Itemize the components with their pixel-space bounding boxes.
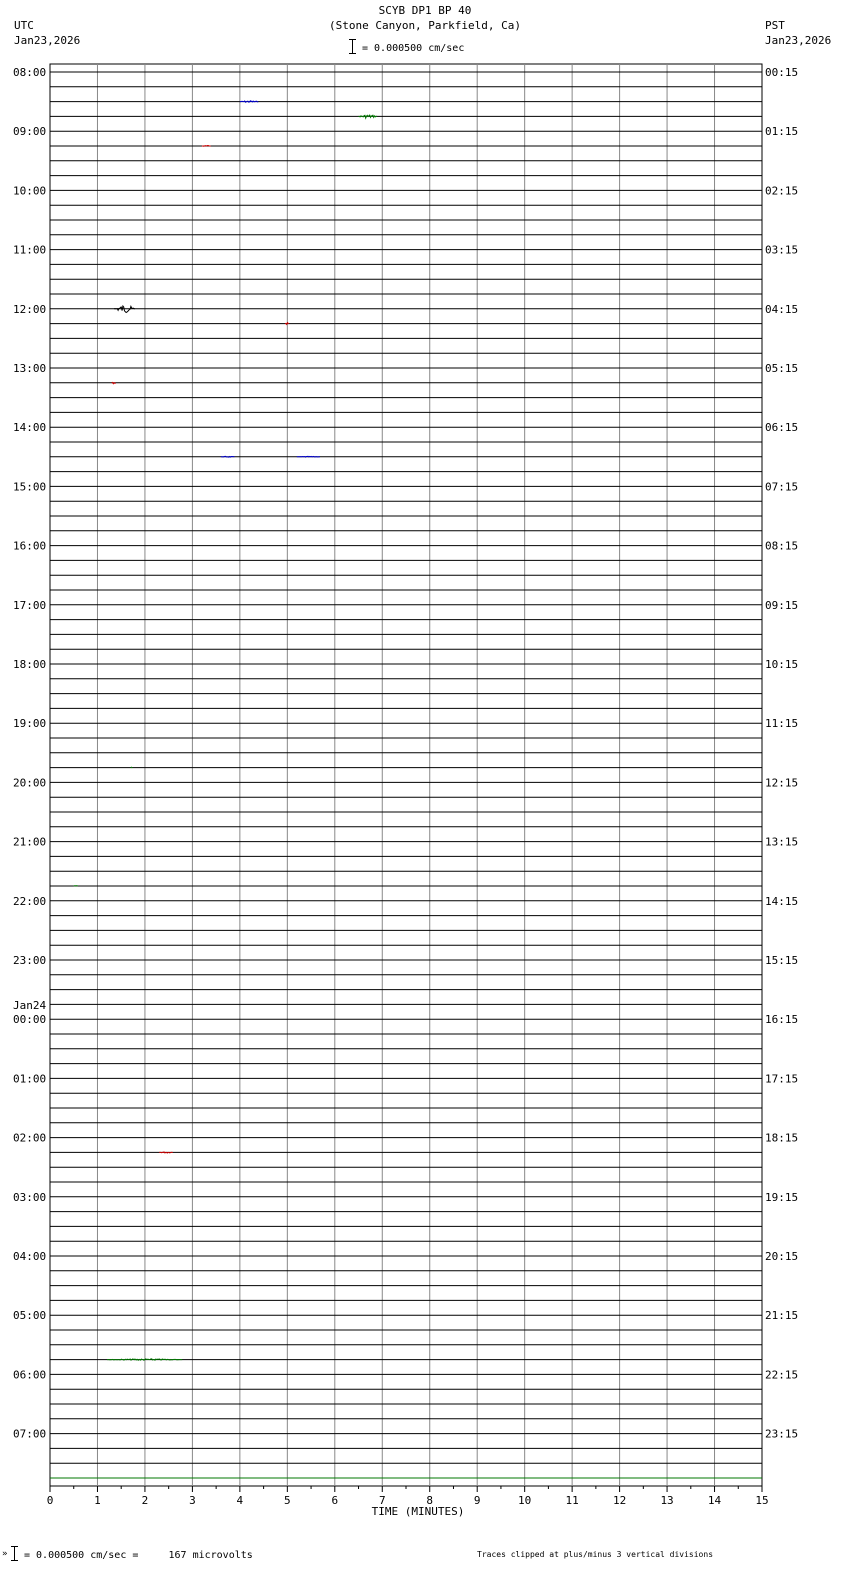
right-time-label: 13:15 [765, 835, 799, 849]
right-time-label: 22:15 [765, 1368, 799, 1382]
right-time-label: 00:15 [765, 66, 799, 79]
footer-scale-cap-top [11, 1546, 18, 1547]
seismic-event [297, 456, 320, 457]
right-time-label: 18:15 [765, 1131, 799, 1145]
x-tick-label: 15 [755, 1494, 769, 1507]
right-time-label: 02:15 [765, 184, 799, 198]
x-tick-label: 12 [612, 1494, 627, 1507]
x-tick-label: 1 [94, 1494, 101, 1507]
right-date: Jan23,2026 [765, 34, 832, 47]
footer-scale-cap-bottom [11, 1560, 18, 1561]
x-tick-label: 4 [236, 1494, 244, 1507]
right-time-label: 03:15 [765, 243, 799, 257]
left-time-label: 01:00 [13, 1072, 47, 1086]
x-tick-label: 0 [46, 1494, 54, 1507]
left-time-label: 00:00 [13, 1013, 47, 1027]
left-time-label: 07:00 [13, 1427, 47, 1441]
footer-scale-note: = 0.000500 cm/sec = 167 microvolts [24, 1550, 253, 1561]
left-time-label: 02:00 [13, 1131, 47, 1145]
left-time-label: 19:00 [13, 717, 47, 731]
x-tick-label: 6 [331, 1494, 339, 1507]
left-time-label: 13:00 [13, 362, 47, 375]
x-tick-label: 11 [565, 1494, 579, 1507]
right-time-label: 07:15 [765, 480, 799, 494]
seismic-events [74, 101, 377, 1360]
left-time-label: 22:00 [13, 894, 47, 908]
left-time-label: 12:00 [13, 302, 47, 316]
left-time-label: 23:00 [13, 954, 47, 967]
right-time-label: 23:15 [765, 1427, 799, 1441]
left-time-label: 09:00 [13, 125, 47, 139]
left-time-label: 10:00 [13, 184, 47, 198]
left-time-label: 06:00 [13, 1368, 47, 1382]
footer-scale-bar-icon [14, 1546, 15, 1560]
left-time-label: 04:00 [13, 1250, 47, 1263]
plot-frame [50, 64, 762, 1486]
right-time-label: 12:15 [765, 776, 799, 790]
right-time-label: 17:15 [765, 1072, 799, 1086]
x-tick-label: 10 [518, 1494, 532, 1507]
right-time-label: 11:15 [765, 717, 799, 731]
left-time-label: 17:00 [13, 598, 47, 612]
left-time-label: 05:00 [13, 1309, 47, 1323]
x-tick-label: 8 [426, 1494, 434, 1507]
right-time-label: 01:15 [765, 125, 799, 139]
left-time-label: 08:00 [13, 66, 47, 79]
scale-label: = 0.000500 cm/sec [362, 43, 465, 54]
footer-arrow-icon: » [2, 1549, 8, 1559]
left-time-label: 16:00 [13, 539, 47, 553]
right-timezone: PST [765, 19, 785, 32]
left-time-label: 11:00 [13, 243, 47, 257]
station-location: (Stone Canyon, Parkfield, Ca) [328, 19, 522, 32]
right-time-label: 08:15 [765, 539, 799, 553]
right-time-label: 04:15 [765, 302, 799, 316]
footer-clip-note: Traces clipped at plus/minus 3 vertical divisions [477, 1550, 714, 1559]
x-tick-label: 13 [660, 1494, 674, 1507]
left-time-label: 20:00 [13, 776, 47, 790]
right-time-label: 14:15 [765, 894, 799, 908]
right-time-label: 05:15 [765, 362, 799, 375]
seismic-event [159, 1152, 173, 1153]
left-time-label: 18:00 [13, 658, 47, 671]
seismic-event [285, 323, 289, 325]
left-timezone: UTC [14, 19, 34, 32]
right-time-label: 15:15 [765, 954, 799, 967]
grid [50, 64, 762, 1486]
right-time-label: 06:15 [765, 421, 799, 435]
x-tick-label: 3 [189, 1494, 196, 1507]
left-date: Jan23,2026 [14, 34, 81, 47]
right-time-label: 21:15 [765, 1309, 799, 1323]
x-tick-label: 5 [284, 1494, 291, 1507]
right-time-label: 16:15 [765, 1013, 799, 1027]
x-tick-label: 2 [141, 1494, 149, 1507]
x-tick-label: 7 [378, 1494, 386, 1507]
left-time-label: 15:00 [13, 480, 47, 494]
station-title: SCYB DP1 BP 40 [378, 4, 472, 17]
left-time-label: 14:00 [13, 421, 47, 435]
right-time-label: 19:15 [765, 1190, 799, 1204]
left-time-label: 21:00 [13, 835, 47, 849]
left-date-label: Jan24 [13, 999, 47, 1013]
seismic-event [131, 767, 133, 768]
x-tick-label: 14 [707, 1494, 722, 1507]
right-time-label: 09:15 [765, 598, 799, 612]
trace-lines [50, 72, 762, 1478]
right-time-label: 20:15 [765, 1250, 799, 1263]
right-time-label: 10:15 [765, 658, 799, 671]
seismic-event [107, 1359, 182, 1360]
x-axis-label: TIME (MINUTES) [371, 1505, 465, 1518]
left-time-label: 03:00 [13, 1190, 47, 1204]
x-tick-label: 9 [473, 1494, 481, 1507]
